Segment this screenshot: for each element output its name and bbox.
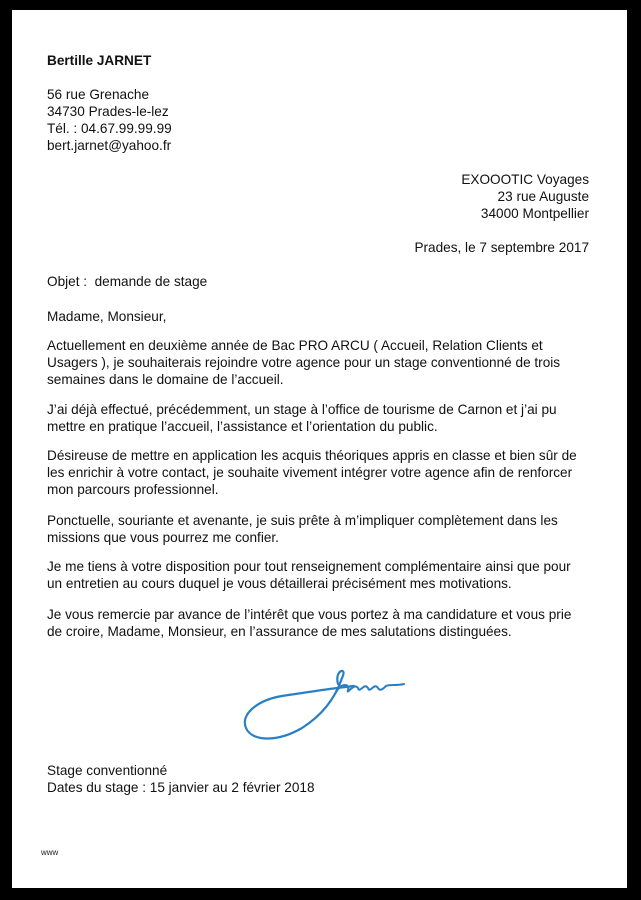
body-paragraph-2 (47, 401, 592, 435)
paragraph-line: Usagers ), je souhaiterais rejoindre votre agence pour un stage conventionné de trois (47, 355, 561, 370)
paragraph-line: mon parcours professionnel. (47, 482, 219, 497)
paragraph-line: mettre en pratique l’accueil, l’assistance et l’orientation du public. (47, 419, 438, 434)
paragraph-line: Je me tiens à votre disposition pour tout renseignement complémentaire ainsi que pour (47, 559, 571, 574)
body-paragraph-4 (47, 512, 592, 546)
handwritten-signature (238, 658, 408, 744)
signature-stroke (336, 684, 404, 692)
paragraph-line: missions que vous pourrez me confier. (47, 530, 279, 545)
recipient-city: 34000 Montpellier (480, 206, 589, 221)
body-paragraph-5 (47, 558, 592, 592)
letter-date: Prades, le 7 septembre 2017 (414, 240, 589, 255)
recipient-street: 23 rue Auguste (497, 189, 589, 204)
paragraph-line: Je vous remercie par avance de l’intérêt que vous portez à ma candidature et vous prie (47, 607, 572, 622)
paragraph-line: Ponctuelle, souriante et avenante, je suis prête à m’impliquer complètement dans les (47, 513, 558, 528)
body-paragraph-1 (47, 337, 592, 388)
paragraph-line: J’ai déjà effectué, précédemment, un stage à l’office de tourisme de Carnon et j’ai pu (47, 402, 557, 417)
paragraph-line: Désireuse de mettre en application les acquis théoriques appris en classe et bien sûr de (47, 448, 577, 463)
sender-phone: Tél. : 04.67.99.99.99 (47, 121, 172, 136)
letter-page (12, 10, 627, 888)
salutation: Madame, Monsieur, (47, 309, 167, 324)
paragraph-line: les enrichir à votre contact, je souhaite vivement intégrer votre agence afin de renforcer (47, 465, 573, 480)
paragraph-line: Actuellement en deuxième année de Bac PRO ARCU ( Accueil, Relation Clients et (47, 338, 543, 353)
signature-stroke (245, 671, 354, 739)
sender-street: 56 rue Grenache (47, 87, 150, 102)
stage-dates: Dates du stage : 15 janvier au 2 février 2018 (47, 780, 315, 795)
watermark-text: www (41, 848, 59, 857)
sender-email: bert.jarnet@yahoo.fr (47, 138, 172, 153)
body-paragraph-6 (47, 606, 592, 640)
sender-city: 34730 Prades-le-lez (47, 104, 169, 119)
letter-subject: Objet : demande de stage (47, 274, 208, 289)
paragraph-line: semaines dans le domaine de l’accueil. (47, 372, 284, 387)
paragraph-line: de croire, Madame, Monsieur, en l’assurance de mes salutations distinguées. (47, 624, 512, 639)
body-paragraph-3 (47, 447, 592, 498)
sender-name: Bertille JARNET (47, 53, 152, 68)
recipient-name: EXOOOTIC Voyages (461, 172, 589, 187)
paragraph-line: un entretien au cours duquel je vous détaillerai précisément mes motivations. (47, 576, 512, 591)
stage-type: Stage conventionné (47, 763, 168, 778)
